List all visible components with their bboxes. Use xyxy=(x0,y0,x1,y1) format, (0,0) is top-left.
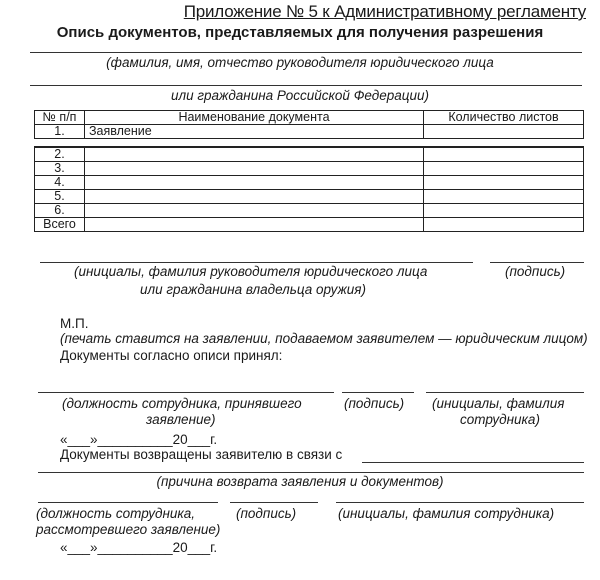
officer1-name-caption-1: (инициалы, фамилия xyxy=(432,396,565,411)
stamp-note: (печать ставится на заявлении, подаваемом заявителем — юридическим лицом) xyxy=(60,331,588,346)
table-spacer xyxy=(35,139,584,148)
document-name-cell[interactable] xyxy=(85,162,424,176)
table-row xyxy=(35,190,584,204)
return-reason-line-1[interactable] xyxy=(362,462,584,463)
total-name-cell[interactable] xyxy=(85,218,424,232)
document-name-cell[interactable] xyxy=(85,147,424,162)
applicant-caption-1: (фамилия, имя, отчество руководителя юридического лица xyxy=(106,55,494,70)
return-reason-caption: (причина возврата заявления и документов) xyxy=(156,474,444,489)
accepted-label: Документы согласно описи принял: xyxy=(60,348,283,363)
officer2-position-caption-1: (должность сотрудника, xyxy=(36,506,196,521)
officer2-name-line[interactable] xyxy=(336,502,584,503)
document-name-cell[interactable]: Заявление xyxy=(85,125,424,139)
applicant-caption-2: или гражданина Российской Федерации) xyxy=(170,88,429,103)
table-total-row xyxy=(35,218,584,232)
applicant-initials-line[interactable] xyxy=(40,262,473,263)
table-row xyxy=(35,204,584,218)
officer1-signature-line[interactable] xyxy=(342,392,414,393)
appendix-label: Приложение № 5 к Административному регламенту xyxy=(183,2,586,21)
applicant-initials-caption-2: или гражданина владельца оружия) xyxy=(140,282,366,297)
document-name-cell[interactable] xyxy=(85,190,424,204)
document-name-cell[interactable] xyxy=(85,204,424,218)
officer2-position-line[interactable] xyxy=(38,502,218,503)
table-row xyxy=(35,125,584,139)
sheet-count-cell[interactable] xyxy=(424,147,584,162)
sheet-count-cell[interactable] xyxy=(424,176,584,190)
page-title: Опись документов, представляемых для получения разрешения xyxy=(56,24,544,41)
documents-table xyxy=(34,110,584,232)
applicant-signature-line[interactable] xyxy=(490,262,584,263)
applicant-name-line-2[interactable] xyxy=(30,85,582,86)
officer1-name-caption-2: сотрудника) xyxy=(460,412,540,427)
officer2-name-caption: (инициалы, фамилия сотрудника) xyxy=(338,506,555,521)
column-header-sheets: Количество листов xyxy=(424,111,584,125)
officer1-signature-caption: (подпись) xyxy=(344,396,405,411)
officer1-date[interactable]: «___»__________20___г. xyxy=(60,432,218,447)
column-header-document: Наименование документа xyxy=(85,111,424,125)
row-number: 6. xyxy=(35,204,85,218)
table-header-row xyxy=(35,111,584,125)
officer1-position-line[interactable] xyxy=(38,392,334,393)
officer2-signature-line[interactable] xyxy=(230,502,318,503)
row-number: 1. xyxy=(35,125,85,139)
sheet-count-cell[interactable] xyxy=(424,204,584,218)
row-number: 4. xyxy=(35,176,85,190)
stamp-label: М.П. xyxy=(60,316,89,331)
applicant-signature-caption: (подпись) xyxy=(505,264,566,279)
sheet-count-cell[interactable] xyxy=(424,162,584,176)
table-row xyxy=(35,176,584,190)
officer2-position-caption-2: рассмотревшего заявление) xyxy=(36,522,221,537)
applicant-initials-caption-1: (инициалы, фамилия руководителя юридического лица xyxy=(74,264,428,279)
row-number: 5. xyxy=(35,190,85,204)
applicant-name-line-1[interactable] xyxy=(30,52,582,53)
officer2-signature-caption: (подпись) xyxy=(236,506,297,521)
officer2-date[interactable]: «___»__________20___г. xyxy=(60,540,218,555)
officer1-position-caption-1: (должность сотрудника, принявшего xyxy=(62,396,302,411)
sheet-count-cell[interactable] xyxy=(424,125,584,139)
total-label: Всего xyxy=(35,218,85,232)
return-reason-line-2[interactable] xyxy=(38,472,584,473)
officer1-name-line[interactable] xyxy=(426,392,584,393)
returned-label: Документы возвращены заявителю в связи с xyxy=(60,447,343,462)
table-row xyxy=(35,162,584,176)
row-number: 3. xyxy=(35,162,85,176)
officer1-position-caption-2: заявление) xyxy=(146,412,216,427)
document-name-cell[interactable] xyxy=(85,176,424,190)
column-header-number: № п/п xyxy=(35,111,85,125)
table-row xyxy=(35,147,584,162)
sheet-count-cell[interactable] xyxy=(424,190,584,204)
total-sheets-cell[interactable] xyxy=(424,218,584,232)
row-number: 2. xyxy=(35,147,85,162)
